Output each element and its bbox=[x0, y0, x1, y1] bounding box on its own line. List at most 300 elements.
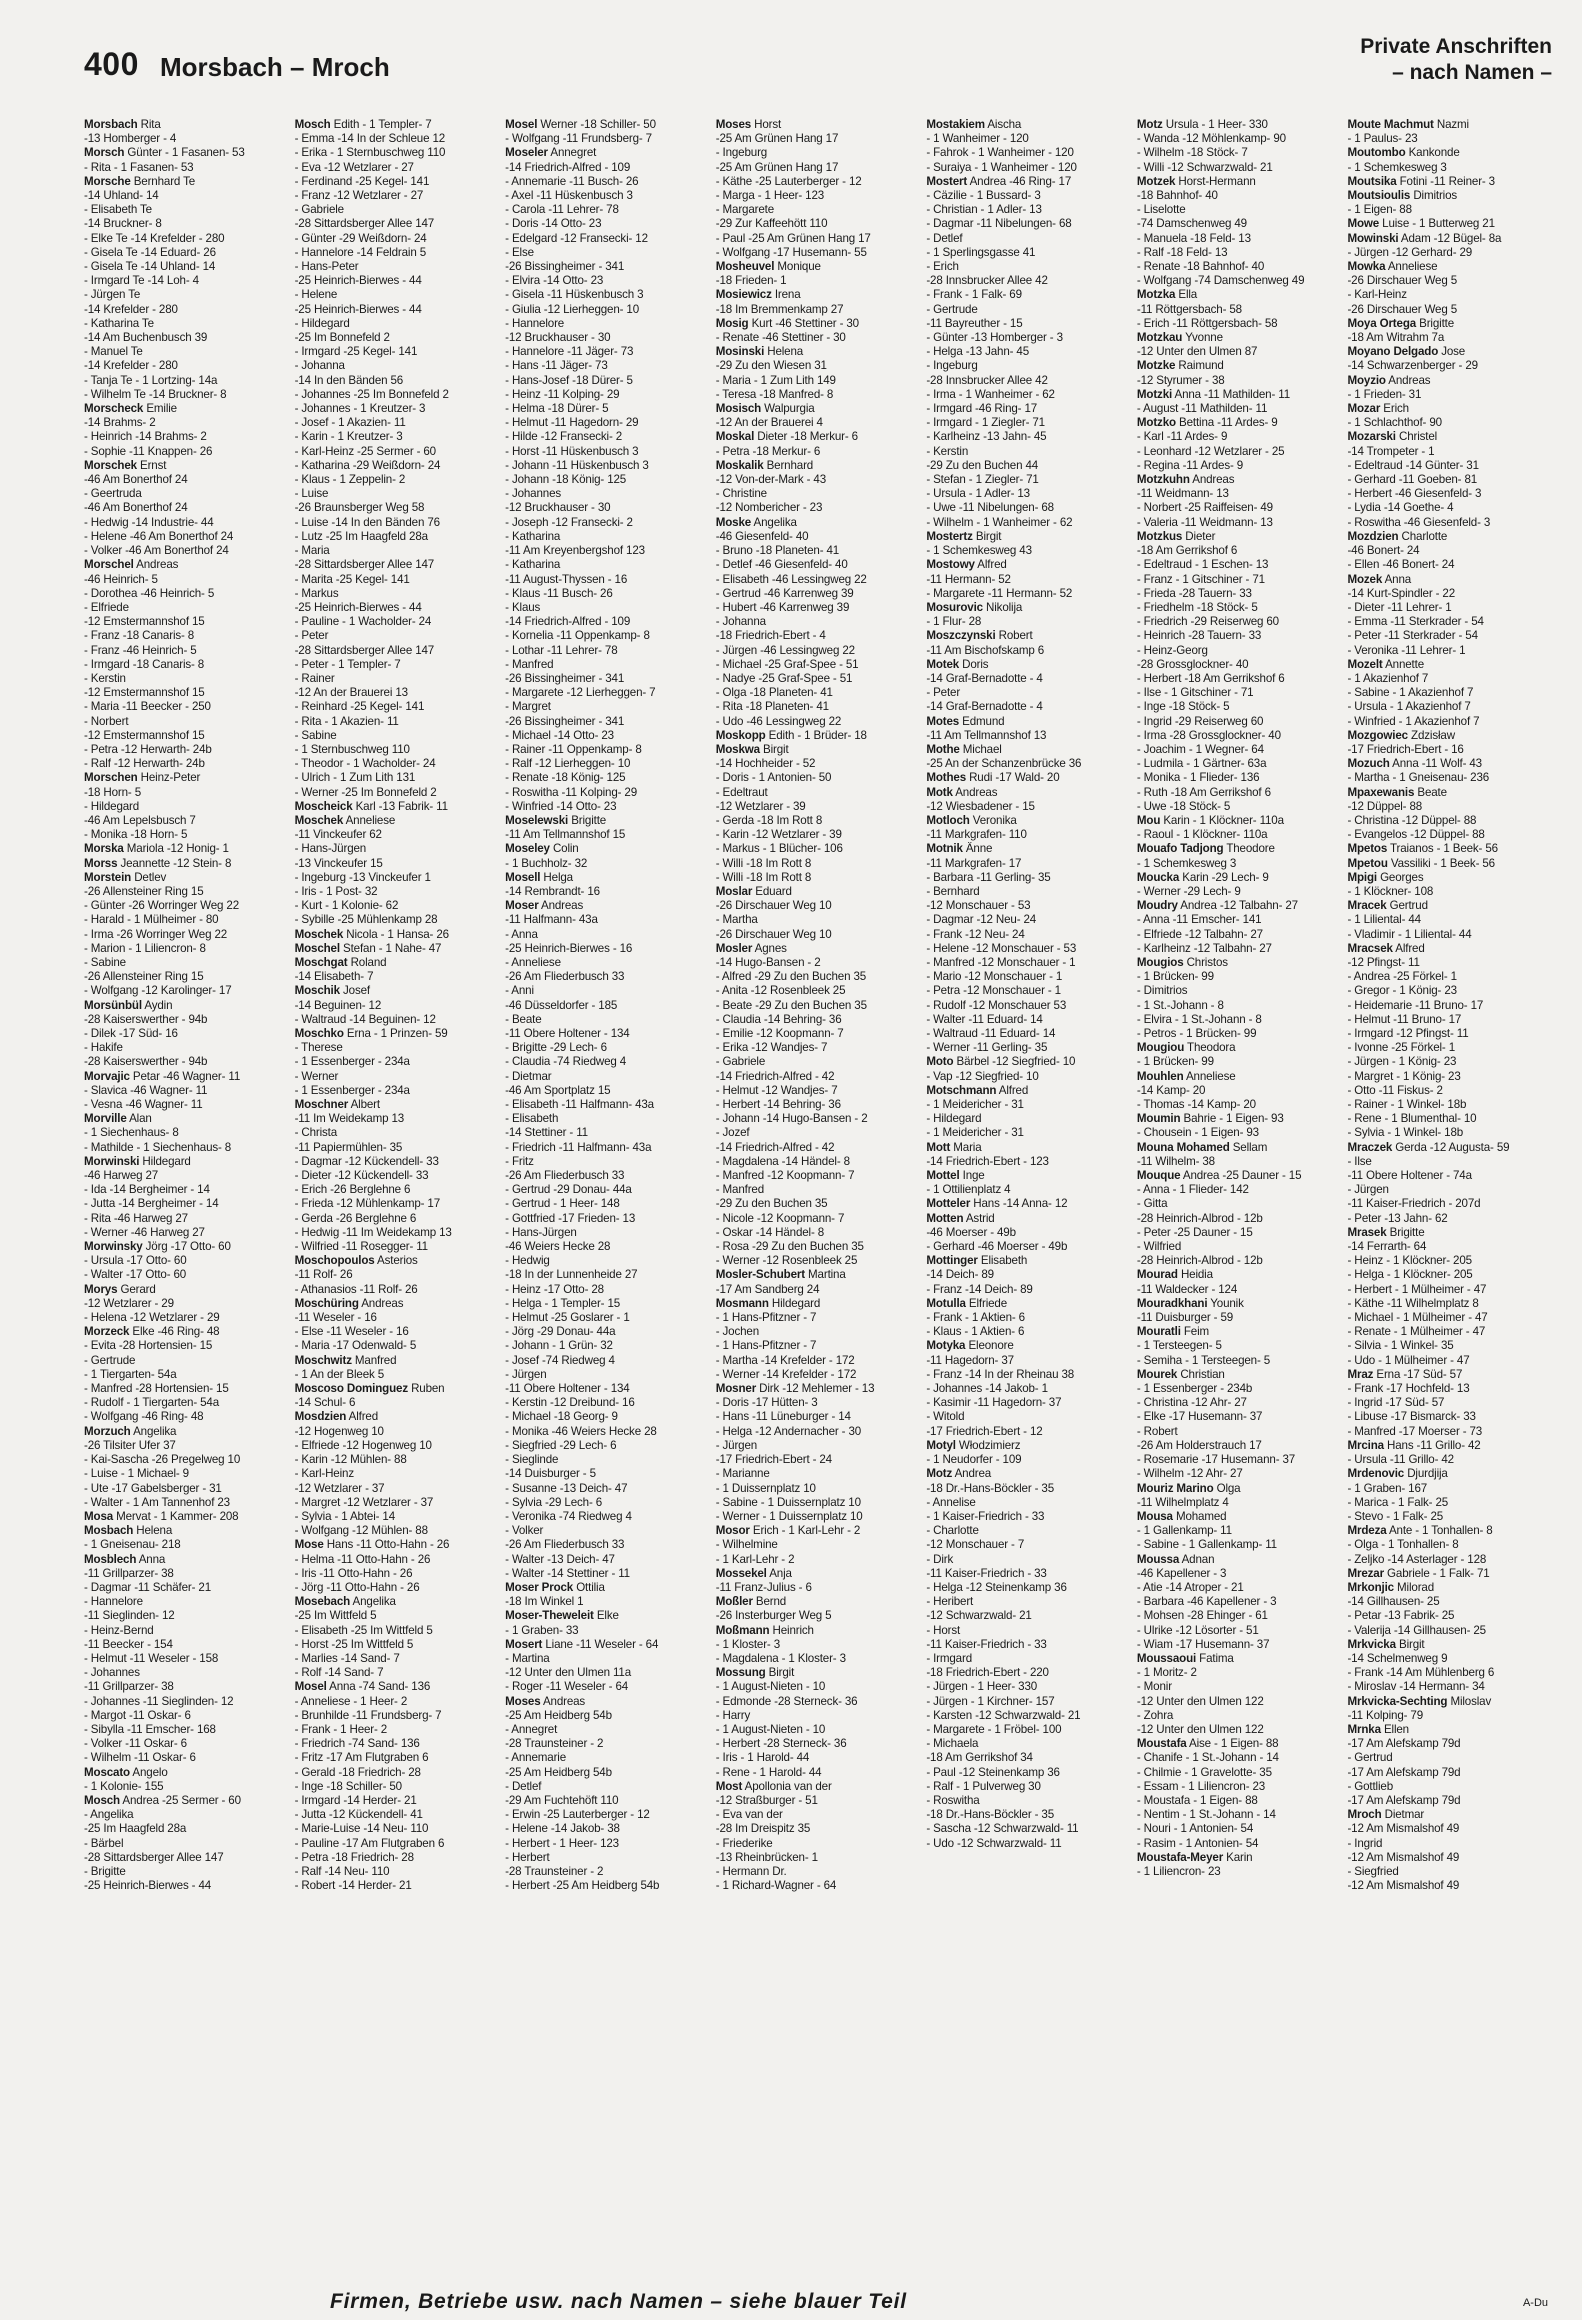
entry-person: - Ralf -12 Herwarth- 24b bbox=[84, 757, 205, 771]
directory-entry bbox=[295, 786, 502, 800]
entry-address: -11 Am Tellmannshof 13 bbox=[926, 728, 1047, 742]
directory-entry bbox=[1137, 1482, 1344, 1496]
entry-person: - Katharina bbox=[505, 558, 561, 572]
directory-entry bbox=[926, 544, 1133, 558]
entry-person: - Käthe -25 Lauterberger - 12 bbox=[715, 174, 862, 188]
directory-entry bbox=[1347, 1212, 1554, 1226]
directory-entry bbox=[84, 871, 291, 885]
directory-entry bbox=[505, 558, 712, 572]
entry-person: - Johannes -11 Sieglinden- 12 bbox=[84, 1694, 234, 1708]
entry-address: - 1 Duissernplatz 10 bbox=[715, 1481, 816, 1495]
entry-person: - Olga -18 Planeten- 41 bbox=[715, 686, 833, 700]
directory-entry bbox=[84, 203, 291, 217]
directory-entry bbox=[716, 1680, 923, 1694]
directory-entry bbox=[926, 644, 1133, 658]
directory-entry bbox=[295, 1297, 502, 1311]
entry-person: - Charlotte bbox=[926, 1524, 979, 1538]
entry-person: - Jürgen bbox=[505, 1367, 547, 1381]
directory-entry bbox=[716, 146, 923, 160]
directory-entry bbox=[84, 516, 291, 530]
entry-address: -11 Sieglinden- 12 bbox=[84, 1609, 175, 1623]
directory-entry bbox=[505, 1581, 712, 1595]
entry-detail: Feim bbox=[1183, 1325, 1210, 1339]
directory-entry bbox=[84, 1013, 291, 1027]
entry-person: - Katharina -29 Weißdorn- 24 bbox=[294, 458, 441, 472]
directory-entry bbox=[716, 1737, 923, 1751]
directory-entry bbox=[84, 288, 291, 302]
entry-person: - Chousein - 1 Eigen- 93 bbox=[1136, 1126, 1259, 1140]
entry-person: - Katharina Te bbox=[84, 316, 154, 330]
directory-entry bbox=[295, 1212, 502, 1226]
directory-entry bbox=[505, 672, 712, 686]
directory-entry bbox=[926, 1425, 1133, 1439]
directory-entry bbox=[1137, 1112, 1344, 1126]
directory-entry bbox=[84, 1197, 291, 1211]
entry-person: - Werner -46 Harweg 27 bbox=[84, 1225, 205, 1239]
directory-entry bbox=[505, 1496, 712, 1510]
surname: Morville bbox=[84, 1112, 127, 1126]
entry-address: -26 Am Fliederbusch 33 bbox=[505, 1538, 625, 1552]
directory-entry bbox=[295, 1325, 502, 1339]
directory-entry bbox=[1137, 587, 1344, 601]
entry-detail: Edith - 1 Templer- 7 bbox=[333, 118, 432, 131]
entry-address: - 1 Essenberger - 234b bbox=[1136, 1382, 1253, 1396]
entry-address: -14 Graf-Bernadotte - 4 bbox=[926, 700, 1043, 714]
directory-entry bbox=[1137, 942, 1344, 956]
directory-entry bbox=[505, 1524, 712, 1538]
directory-entry bbox=[1137, 1041, 1344, 1055]
entry-person: - Liselotte bbox=[1136, 203, 1186, 217]
directory-entry bbox=[1347, 1325, 1554, 1339]
directory-entry bbox=[505, 1808, 712, 1822]
entry-person: - Carola -11 Lehrer- 78 bbox=[505, 203, 619, 217]
entry-person: - Pauline -17 Am Flutgraben 6 bbox=[294, 1836, 445, 1850]
directory-entry bbox=[716, 1169, 923, 1183]
surname: Moschik bbox=[294, 984, 340, 998]
entry-person: - Kasimir -11 Hagedorn- 37 bbox=[926, 1396, 1062, 1410]
directory-entry bbox=[926, 1737, 1133, 1751]
surname: Mott bbox=[926, 1140, 951, 1154]
entry-detail: Anneliese bbox=[345, 813, 396, 827]
entry-address: -25 Heinrich-Bierwes - 44 bbox=[294, 302, 422, 316]
directory-entry bbox=[505, 388, 712, 402]
surname: Moschgat bbox=[294, 955, 348, 969]
entry-person: - Karin -12 Wetzlarer - 39 bbox=[715, 828, 842, 842]
surname: Mozek bbox=[1347, 572, 1383, 586]
surname: Mracek bbox=[1347, 899, 1387, 913]
entry-detail: Mohamed bbox=[1175, 1509, 1227, 1523]
directory-entry bbox=[716, 1538, 923, 1552]
directory-entry bbox=[505, 743, 712, 757]
entry-address: -26 Am Fliederbusch 33 bbox=[505, 1169, 625, 1183]
directory-entry bbox=[716, 743, 923, 757]
entry-person: - Ludmila - 1 Gärtner- 63a bbox=[1136, 757, 1267, 771]
entry-person: - Karlheinz -13 Jahn- 45 bbox=[926, 430, 1047, 444]
entry-detail: Elke bbox=[596, 1609, 619, 1623]
entry-person: - Dagmar -12 Neu- 24 bbox=[926, 913, 1037, 927]
entry-person: - Beate -29 Zu den Buchen 35 bbox=[715, 998, 867, 1012]
directory-entry bbox=[926, 232, 1133, 246]
directory-entry bbox=[1137, 1751, 1344, 1765]
surname: Moske bbox=[715, 515, 752, 529]
directory-entry bbox=[1347, 459, 1554, 473]
directory-entry bbox=[1137, 1169, 1344, 1183]
directory-column-7 bbox=[1347, 118, 1554, 2198]
entry-address: -14 Beguinen- 12 bbox=[294, 998, 382, 1012]
entry-address: - 1 Klöckner- 108 bbox=[1347, 884, 1434, 898]
directory-entry bbox=[926, 1339, 1133, 1353]
directory-entry bbox=[1347, 1652, 1554, 1666]
entry-detail: Włodzimierz bbox=[958, 1438, 1021, 1452]
directory-entry bbox=[84, 970, 291, 984]
directory-entry bbox=[1347, 885, 1554, 899]
entry-person: - Marlies -14 Sand- 7 bbox=[294, 1651, 400, 1665]
entry-person: - Wilhelm Te -14 Bruckner- 8 bbox=[84, 387, 227, 401]
entry-person: - Irmgard -25 Kegel- 141 bbox=[294, 345, 418, 359]
directory-entry bbox=[295, 459, 502, 473]
entry-address: -14 In den Bänden 56 bbox=[294, 373, 404, 387]
entry-person: - Elisabeth -46 Lessingweg 22 bbox=[715, 572, 867, 586]
entry-person: - Gertrude bbox=[926, 302, 978, 316]
entry-detail: Vassiliki - 1 Beek- 56 bbox=[1390, 856, 1495, 870]
directory-entry bbox=[1137, 956, 1344, 970]
entry-address: - 1 Hans-Pfitzner - 7 bbox=[715, 1311, 817, 1325]
directory-entry bbox=[716, 658, 923, 672]
directory-entry bbox=[716, 1467, 923, 1481]
directory-entry bbox=[1347, 402, 1554, 416]
directory-entry bbox=[926, 331, 1133, 345]
directory-entry bbox=[505, 118, 712, 132]
entry-detail: Fotini -11 Reiner- 3 bbox=[1399, 174, 1495, 188]
entry-person: - Johannes - 1 Kreutzer- 3 bbox=[294, 402, 426, 416]
directory-entry bbox=[84, 1709, 291, 1723]
entry-detail: Andrea bbox=[954, 1467, 992, 1481]
entry-person: - Helga - 1 Klöckner- 205 bbox=[1347, 1268, 1473, 1282]
directory-entry bbox=[295, 1553, 502, 1567]
surname: Mozdzien bbox=[1347, 529, 1399, 543]
entry-address: -14 Friedrich-Alfred - 42 bbox=[715, 1069, 835, 1083]
entry-person: - Roger -11 Weseler - 64 bbox=[505, 1680, 629, 1694]
directory-entry bbox=[84, 1780, 291, 1794]
directory-entry bbox=[295, 1169, 502, 1183]
entry-person: - Klaus - 1 Zeppelin- 2 bbox=[294, 473, 406, 487]
directory-entry bbox=[84, 1155, 291, 1169]
entry-address: - 1 Meidericher - 31 bbox=[926, 1126, 1024, 1140]
directory-entry bbox=[295, 1680, 502, 1694]
entry-person: - Libuse -17 Bismarck- 33 bbox=[1347, 1410, 1476, 1424]
entry-person: - Sabine - 1 Akazienhof 7 bbox=[1347, 686, 1474, 700]
directory-entry bbox=[716, 1410, 923, 1424]
entry-address: -11 Obere Holtener - 134 bbox=[505, 1027, 630, 1040]
entry-person: - Herbert - 1 Mülheimer - 47 bbox=[1347, 1282, 1487, 1296]
directory-entry bbox=[1137, 416, 1344, 430]
directory-entry bbox=[716, 700, 923, 714]
entry-address: -12 Bruckhauser - 30 bbox=[505, 331, 611, 345]
entry-address: -17 Am Sandberg 24 bbox=[715, 1282, 820, 1296]
entry-address: -11 Grillparzer- 38 bbox=[84, 1680, 174, 1694]
directory-entry bbox=[84, 1624, 291, 1638]
entry-person: - Hilde -12 Fransecki- 2 bbox=[505, 430, 623, 444]
directory-entry bbox=[1347, 970, 1554, 984]
directory-entry bbox=[505, 359, 712, 373]
entry-person: - Helmut -12 Wandjes- 7 bbox=[715, 1083, 838, 1097]
directory-entry bbox=[1347, 999, 1554, 1013]
entry-person: - Helga -12 Andernacher - 30 bbox=[715, 1424, 862, 1438]
directory-entry bbox=[295, 288, 502, 302]
directory-entry bbox=[295, 175, 502, 189]
directory-entry bbox=[1137, 828, 1344, 842]
directory-entry bbox=[926, 857, 1133, 871]
entry-person: - Karl -11 Ardes- 9 bbox=[1136, 430, 1228, 444]
directory-entry bbox=[1137, 132, 1344, 146]
directory-entry bbox=[716, 175, 923, 189]
entry-address: -28 Kaiserswerther - 94b bbox=[84, 1012, 208, 1026]
entry-address: -18 In der Lunnenheide 27 bbox=[505, 1268, 638, 1282]
entry-detail: Younik bbox=[1210, 1296, 1244, 1310]
entry-detail: Jörg -17 Otto- 60 bbox=[145, 1240, 231, 1254]
directory-entry bbox=[926, 771, 1133, 785]
entry-detail: Traianos - 1 Beek- 56 bbox=[1390, 842, 1498, 856]
entry-address: -14 Kamp- 20 bbox=[1136, 1083, 1206, 1097]
entry-person: - Irmgard -14 Herder- 21 bbox=[294, 1793, 417, 1807]
entry-address: - 1 Karl-Lehr - 2 bbox=[715, 1552, 795, 1566]
directory-entry bbox=[716, 1567, 923, 1581]
surname: Mosdzien bbox=[294, 1410, 347, 1424]
entry-detail: Angelika bbox=[753, 515, 797, 529]
directory-entry bbox=[1137, 1425, 1344, 1439]
entry-person: - Harry bbox=[715, 1708, 751, 1722]
directory-entry bbox=[295, 487, 502, 501]
entry-address: -28 Im Dreispitz 35 bbox=[715, 1822, 811, 1836]
directory-entry bbox=[1347, 1624, 1554, 1638]
entry-person: - Dimitrios bbox=[1136, 984, 1188, 998]
entry-detail: Andreas bbox=[541, 899, 584, 913]
directory-entry bbox=[295, 1354, 502, 1368]
entry-person: - Eva -12 Wetzlarer - 27 bbox=[294, 160, 414, 174]
directory-entry bbox=[1137, 1822, 1344, 1836]
entry-person: - Heribert bbox=[926, 1595, 974, 1609]
entry-person: - Christine bbox=[715, 487, 767, 501]
directory-entry bbox=[1137, 1794, 1344, 1808]
entry-address: -28 Heinrich-Albrod - 12b bbox=[1136, 1254, 1263, 1268]
directory-entry bbox=[295, 1865, 502, 1879]
entry-address: -11 Wilhelm- 38 bbox=[1136, 1154, 1215, 1168]
directory-entry bbox=[505, 1084, 712, 1098]
directory-entry bbox=[84, 1851, 291, 1865]
entry-detail: Alfred bbox=[1395, 941, 1425, 955]
directory-entry bbox=[1347, 146, 1554, 160]
entry-detail: Aydin bbox=[144, 998, 173, 1012]
directory-entry bbox=[1137, 899, 1344, 913]
entry-person: - Vap -12 Siegfried- 10 bbox=[926, 1069, 1039, 1083]
entry-address: - 1 Sperlingsgasse 41 bbox=[926, 245, 1036, 259]
entry-person: - Margret bbox=[505, 700, 551, 714]
directory-entry bbox=[926, 672, 1133, 686]
entry-detail: Maria bbox=[953, 1140, 982, 1154]
directory-entry bbox=[295, 1538, 502, 1552]
directory-entry bbox=[1137, 1595, 1344, 1609]
entry-address: - 1 Meidericher - 31 bbox=[926, 1098, 1024, 1112]
directory-entry bbox=[716, 857, 923, 871]
directory-entry bbox=[1347, 1695, 1554, 1709]
entry-person: - Elvira -14 Otto- 23 bbox=[505, 274, 604, 288]
entry-detail: Ruben bbox=[411, 1382, 445, 1396]
directory-entry bbox=[295, 1339, 502, 1353]
directory-entry bbox=[1137, 303, 1344, 317]
entry-detail: Andreas bbox=[136, 558, 179, 572]
entry-address: -12 Von-der-Mark - 43 bbox=[715, 473, 826, 487]
directory-entry bbox=[716, 1638, 923, 1652]
entry-address: -25 An der Schanzenbrücke 36 bbox=[926, 757, 1082, 771]
directory-entry bbox=[1137, 217, 1344, 231]
entry-person: - Elisabeth -25 Im Wittfeld 5 bbox=[294, 1623, 433, 1637]
directory-entry bbox=[926, 189, 1133, 203]
directory-entry bbox=[1347, 871, 1554, 885]
entry-person: - Irmgard - 1 Ziegler- 71 bbox=[926, 416, 1045, 430]
entry-person: - Erika - 1 Sternbuschweg 110 bbox=[294, 146, 446, 160]
directory-entry bbox=[505, 1070, 712, 1084]
entry-detail: Eduard bbox=[755, 884, 792, 898]
directory-entry bbox=[716, 1808, 923, 1822]
entry-detail: Mervat - 1 Kammer- 208 bbox=[116, 1509, 239, 1523]
entry-detail: Jose bbox=[1441, 345, 1466, 359]
directory-entry bbox=[1137, 501, 1344, 515]
entry-person: - Dagmar -11 Nibelungen- 68 bbox=[926, 217, 1072, 231]
entry-person: - Alfred -29 Zu den Buchen 35 bbox=[715, 970, 867, 984]
directory-entry bbox=[295, 828, 502, 842]
entry-person: - Hans-Jürgen bbox=[294, 842, 367, 856]
entry-address: -14 Graf-Bernadotte - 4 bbox=[926, 671, 1043, 685]
directory-entry bbox=[505, 1013, 712, 1027]
directory-entry bbox=[926, 1695, 1133, 1709]
entry-person: - Gerhard -11 Goeben- 81 bbox=[1347, 473, 1478, 487]
directory-entry bbox=[84, 573, 291, 587]
directory-entry bbox=[505, 331, 712, 345]
entry-person: - Detlef -46 Giesenfeld- 40 bbox=[715, 558, 848, 572]
surname: Motulla bbox=[926, 1296, 966, 1310]
directory-entry bbox=[295, 871, 502, 885]
entry-person: - Dagmar -11 Schäfer- 21 bbox=[84, 1580, 211, 1594]
surname: Moumin bbox=[1136, 1112, 1181, 1126]
entry-detail: Manfred bbox=[354, 1353, 397, 1367]
entry-person: - Wolfgang -17 Husemann- 55 bbox=[715, 245, 867, 259]
entry-address: -25 Im Haagfeld 28a bbox=[84, 1822, 187, 1836]
directory-entry bbox=[926, 1354, 1133, 1368]
directory-entry bbox=[926, 1510, 1133, 1524]
entry-person: - Ulrike -12 Lösorter - 51 bbox=[1136, 1623, 1259, 1637]
entry-person: - Annemarie -11 Busch- 26 bbox=[505, 174, 639, 188]
entry-person: - Magdalena - 1 Kloster- 3 bbox=[715, 1651, 846, 1665]
surname: Mozelt bbox=[1347, 657, 1383, 671]
entry-person: - Gerhard -46 Moerser - 49b bbox=[926, 1240, 1068, 1254]
directory-entry bbox=[926, 1652, 1133, 1666]
entry-person: - Manfred bbox=[715, 1183, 764, 1197]
directory-column-6 bbox=[1137, 118, 1344, 2198]
surname: Moschüring bbox=[294, 1296, 359, 1310]
directory-column-5 bbox=[926, 118, 1133, 2198]
surname: Moser-Theweleit bbox=[505, 1609, 594, 1623]
directory-entry bbox=[295, 999, 502, 1013]
directory-entry bbox=[1347, 956, 1554, 970]
directory-entry bbox=[295, 1467, 502, 1481]
directory-entry bbox=[84, 1666, 291, 1680]
entry-person: - Marga - 1 Heer- 123 bbox=[715, 189, 825, 203]
entry-person: - Michael -14 Otto- 23 bbox=[505, 728, 614, 742]
entry-address: -11 Kaiser-Friedrich - 33 bbox=[926, 1637, 1047, 1651]
directory-entry bbox=[926, 1055, 1133, 1069]
directory-entry bbox=[1347, 359, 1554, 373]
directory-entry bbox=[1137, 402, 1344, 416]
entry-person: - Essam - 1 Liliencron- 23 bbox=[1136, 1779, 1266, 1793]
directory-entry bbox=[505, 1624, 712, 1638]
entry-detail: Ella bbox=[1178, 288, 1198, 302]
directory-entry bbox=[1137, 871, 1344, 885]
directory-entry bbox=[716, 601, 923, 615]
entry-person: - Cäzilie - 1 Bussard- 3 bbox=[926, 189, 1041, 203]
entry-address: -12 Wetzlarer - 37 bbox=[294, 1481, 385, 1495]
directory-entry bbox=[505, 473, 712, 487]
entry-person: - Manfred -12 Koopmann- 7 bbox=[715, 1169, 855, 1183]
directory-entry bbox=[295, 118, 502, 132]
entry-person: - Helmut -11 Bruno- 17 bbox=[1347, 1012, 1462, 1026]
surname: Motzkau bbox=[1136, 331, 1183, 345]
directory-entry bbox=[926, 1226, 1133, 1240]
directory-entry bbox=[505, 1851, 712, 1865]
directory-entry bbox=[1347, 1410, 1554, 1424]
directory-entry bbox=[1137, 1283, 1344, 1297]
directory-entry bbox=[84, 1680, 291, 1694]
directory-entry bbox=[295, 1695, 502, 1709]
entry-address: -11 Vinckeufer 62 bbox=[294, 828, 382, 842]
directory-entry bbox=[505, 771, 712, 785]
directory-entry bbox=[84, 1879, 291, 1893]
entry-person: - Herbert -18 Am Gerrikshof 6 bbox=[1136, 671, 1285, 685]
directory-entry bbox=[84, 1098, 291, 1112]
entry-person: - Dagmar -12 Kückendell- 33 bbox=[294, 1154, 439, 1168]
directory-entry bbox=[1137, 1297, 1344, 1311]
directory-entry bbox=[1347, 1197, 1554, 1211]
directory-entry bbox=[1137, 743, 1344, 757]
directory-entry bbox=[84, 274, 291, 288]
entry-person: - Walter -11 Eduard- 14 bbox=[926, 1012, 1043, 1026]
directory-entry bbox=[84, 1638, 291, 1652]
surname: Mouna Mohamed bbox=[1136, 1140, 1230, 1154]
entry-detail: Anneliese bbox=[1387, 260, 1438, 274]
entry-person: - Winfried - 1 Akazienhof 7 bbox=[1347, 714, 1480, 728]
entry-person: - Brigitte -29 Lech- 6 bbox=[505, 1041, 607, 1055]
directory-entry bbox=[1137, 1609, 1344, 1623]
directory-entry bbox=[716, 729, 923, 743]
directory-entry bbox=[716, 1382, 923, 1396]
directory-entry bbox=[926, 970, 1133, 984]
surname: Moßmann bbox=[715, 1623, 770, 1637]
entry-person: - Siegfried -29 Lech- 6 bbox=[505, 1438, 617, 1452]
directory-entry bbox=[505, 601, 712, 615]
directory-entry bbox=[84, 146, 291, 160]
surname: Mrkvicka bbox=[1347, 1637, 1396, 1651]
entry-detail: Helena bbox=[767, 345, 804, 359]
entry-person: - Karin - 1 Kreutzer- 3 bbox=[294, 430, 403, 444]
entry-address: -29 Zur Kaffeehött 110 bbox=[715, 217, 828, 231]
entry-address: -28 Traunsteiner - 2 bbox=[505, 1737, 604, 1751]
surname: Moussaoui bbox=[1136, 1651, 1197, 1665]
surname: Moschek bbox=[294, 813, 344, 827]
entry-person: - Lutz -25 Im Haagfeld 28a bbox=[294, 529, 428, 543]
directory-entry bbox=[1137, 1410, 1344, 1424]
surname: Motzek bbox=[1136, 174, 1176, 188]
entry-address: -11 Hagedorn- 37 bbox=[926, 1353, 1014, 1367]
directory-entry bbox=[505, 189, 712, 203]
